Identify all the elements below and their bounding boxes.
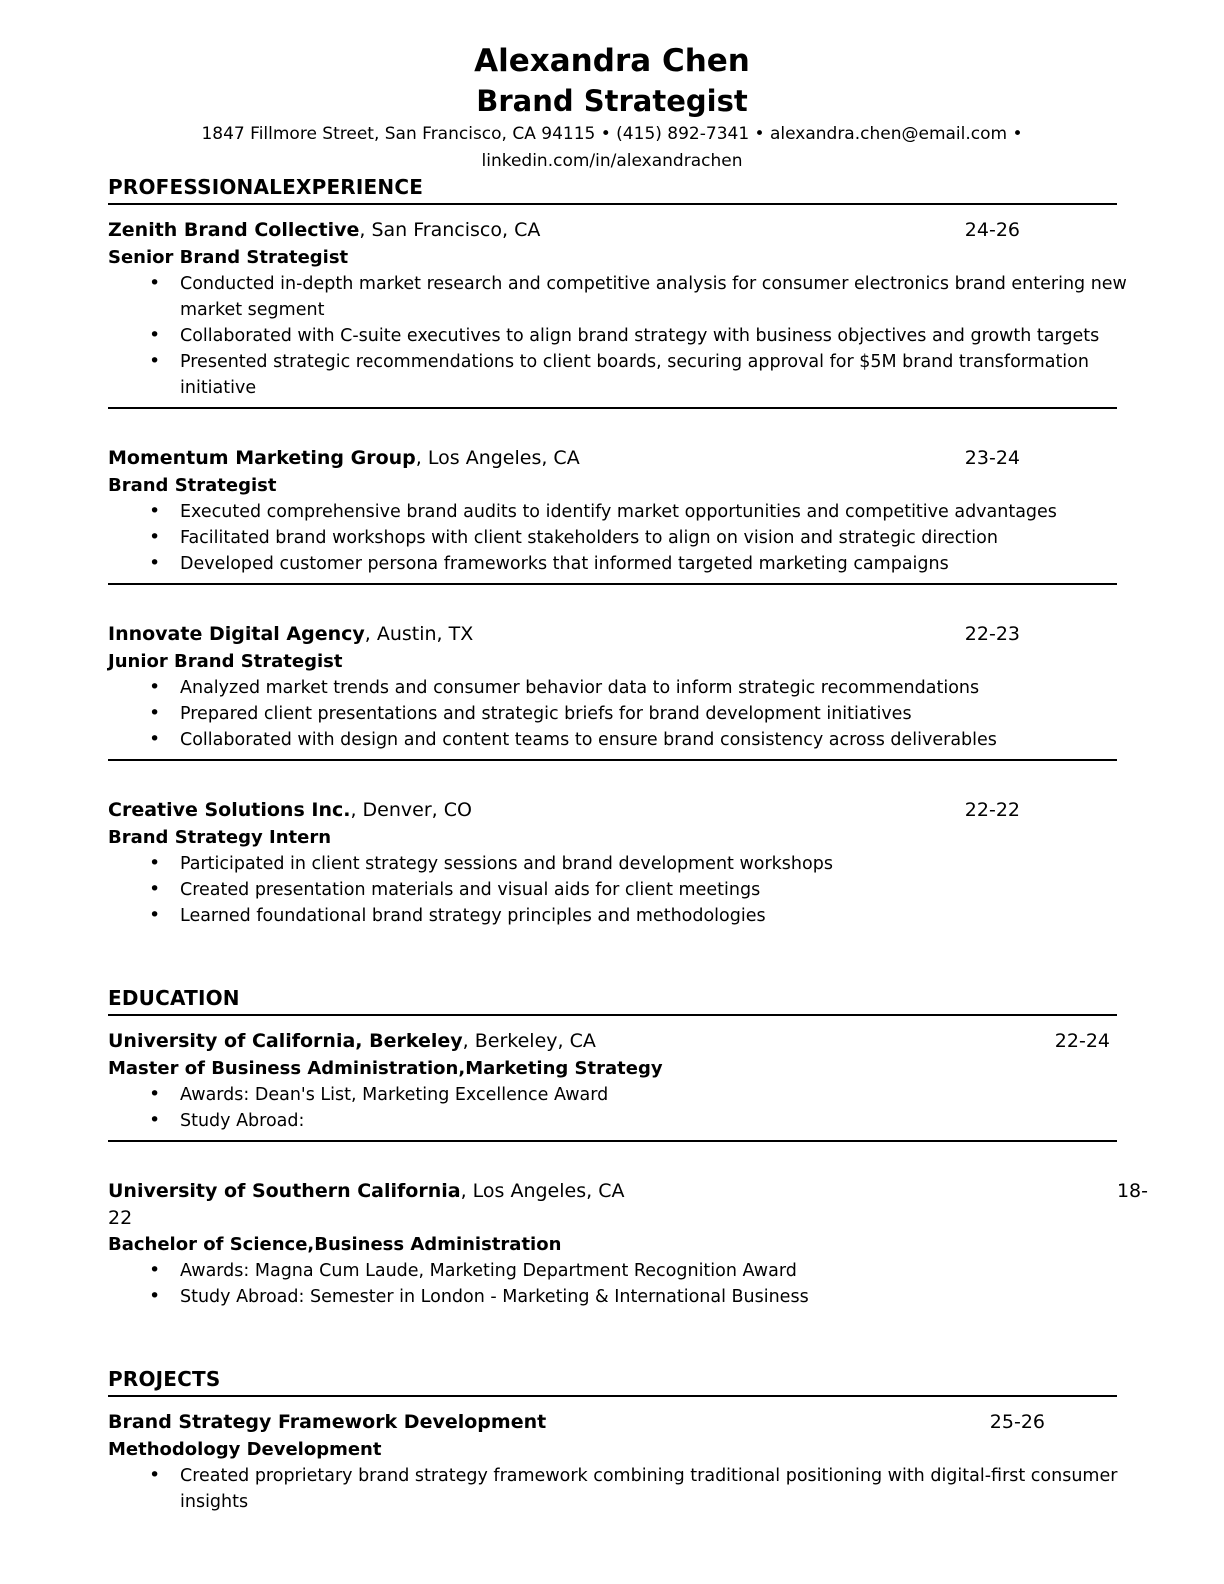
entry [108, 217, 1148, 401]
bullet-item: • Participated in client strategy sessions and brand development workshops [180, 851, 1148, 877]
role-title: Methodology Development [108, 1439, 382, 1460]
organization-name: Innovate Digital Agency [108, 623, 365, 645]
entry-divider [108, 583, 1117, 585]
bullet-item: • Learned foundational brand strategy principles and methodologies [180, 903, 1148, 929]
entry-divider [108, 1140, 1117, 1142]
bullet-item: • Collaborated with C-suite executives to align brand strategy with business objectives and growth targets [180, 323, 1148, 349]
bullet-item: • Prepared client presentations and strategic briefs for brand development initiatives [180, 701, 1148, 727]
bullet-item: • Created presentation materials and visual aids for client meetings [180, 877, 1148, 903]
organization-location: , Denver, CO [350, 799, 472, 821]
person-name: Alexandra Chen [474, 43, 750, 79]
contact-line-1: 1847 Fillmore Street, San Francisco, CA 94115 • (415) 892-7341 • alexandra.chen@email.com • [201, 124, 1023, 144]
entry [108, 1409, 1148, 1515]
bullet-list [108, 675, 1148, 753]
organization-name: Brand Strategy Framework Development [108, 1411, 547, 1433]
entry-dates: 22-23 [964, 623, 1020, 645]
bullet-item: • Executed comprehensive brand audits to identify market opportunities and competitive advantages [180, 499, 1148, 525]
entry-header [108, 1028, 1148, 1055]
entry-dates: 18- [1116, 1180, 1148, 1202]
entry [108, 621, 1148, 753]
role-title: Junior Brand Strategist [108, 651, 343, 672]
role-title: Brand Strategist [108, 475, 277, 496]
bullet-item: • Conducted in-depth market research and competitive analysis for consumer electronics brand entering new market segment [180, 271, 1148, 323]
bullet-item: • Presented strategic recommendations to client boards, securing approval for $5M brand transformation initiative [180, 349, 1148, 401]
section-divider [108, 1014, 1117, 1016]
entry-dates: 23-24 [964, 447, 1020, 469]
bullet-item: • Study Abroad: Semester in London - Marketing & International Business [180, 1284, 1148, 1310]
entry [108, 445, 1148, 577]
contact-line-2: linkedin.com/in/alexandrachen [481, 151, 743, 171]
entry [108, 1178, 1148, 1310]
section-projects [108, 1366, 1148, 1515]
entry-dates: 25-26 [989, 1411, 1045, 1433]
section-divider [108, 1395, 1117, 1397]
bullet-item: • Created proprietary brand strategy framework combining traditional positioning with digital-first consumer insights [180, 1463, 1148, 1515]
bullet-item: • Awards: Magna Cum Laude, Marketing Department Recognition Award [180, 1258, 1148, 1284]
entry-header [108, 1409, 1148, 1436]
organization-name: University of California, Berkeley [108, 1030, 463, 1052]
resume-header [0, 0, 1224, 174]
person-job-title: Brand Strategist [476, 84, 748, 118]
bullet-item: • Developed customer persona frameworks that informed targeted marketing campaigns [180, 551, 1148, 577]
entry [108, 797, 1148, 929]
organization-location: , Los Angeles, CA [415, 447, 580, 469]
role-title: Master of Business Administration,Marketing Strategy [108, 1058, 663, 1079]
section-experience [108, 174, 1148, 929]
role-title: Bachelor of Science,Business Administration [108, 1234, 562, 1255]
bullet-list [108, 499, 1148, 577]
entry-dates: 24-26 [964, 219, 1020, 241]
bullet-list [108, 1082, 1148, 1134]
entry-dates: 22-24 [1054, 1030, 1110, 1052]
organization-location: , Los Angeles, CA [460, 1180, 625, 1202]
bullet-list [108, 851, 1148, 929]
bullet-item: • Analyzed market trends and consumer behavior data to inform strategic recommendations [180, 675, 1148, 701]
entry-header [108, 621, 1148, 648]
organization-name: University of Southern California [108, 1180, 461, 1202]
entry-dates: 22-22 [964, 799, 1020, 821]
section-education [108, 985, 1148, 1310]
entry-header [108, 797, 1148, 824]
bullet-item: • Study Abroad: [180, 1108, 1148, 1134]
role-title: Senior Brand Strategist [108, 247, 349, 268]
bullet-list [108, 1463, 1148, 1515]
bullet-list [108, 271, 1148, 401]
organization-location: , Berkeley, CA [462, 1030, 596, 1052]
section-divider [108, 203, 1117, 205]
entry-header [108, 1178, 1148, 1205]
entry-divider [108, 759, 1117, 761]
section-heading-projects: PROJECTS [108, 1367, 221, 1391]
organization-name: Zenith Brand Collective [108, 219, 360, 241]
entry [108, 1028, 1148, 1134]
organization-name: Creative Solutions Inc. [108, 799, 351, 821]
organization-location: , Austin, TX [364, 623, 474, 645]
section-heading-experience: PROFESSIONALEXPERIENCE [108, 175, 424, 199]
organization-location: , San Francisco, CA [359, 219, 541, 241]
bullet-item: • Awards: Dean's List, Marketing Excellence Award [180, 1082, 1148, 1108]
role-title: Brand Strategy Intern [108, 827, 332, 848]
entry-divider [108, 407, 1117, 409]
entry-header [108, 217, 1148, 244]
entry-dates-overflow: 22 [108, 1207, 133, 1229]
section-heading-education: EDUCATION [108, 986, 240, 1010]
bullet-item: • Collaborated with design and content teams to ensure brand consistency across deliverables [180, 727, 1148, 753]
resume-body [108, 174, 1148, 1515]
organization-name: Momentum Marketing Group [108, 447, 416, 469]
entry-header [108, 445, 1148, 472]
bullet-list [108, 1258, 1148, 1310]
bullet-item: • Facilitated brand workshops with client stakeholders to align on vision and strategic direction [180, 525, 1148, 551]
